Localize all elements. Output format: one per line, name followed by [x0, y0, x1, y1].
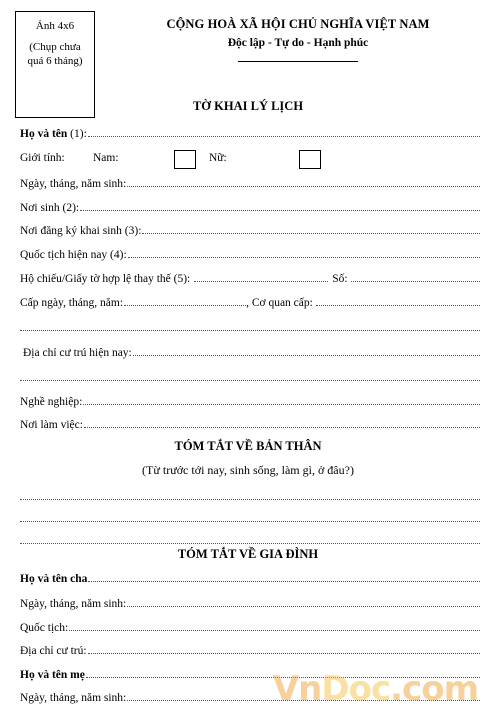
issue-date-field[interactable]: [124, 305, 246, 306]
passport-number-label: Số:: [332, 273, 348, 285]
occupation-label: Nghề nghiệp:: [20, 396, 83, 408]
father-name-field[interactable]: [88, 581, 480, 582]
mother-name-label: Họ và tên mẹ: [20, 669, 85, 681]
self-summary-line-1: [20, 487, 480, 503]
father-name-label: Họ và tên cha: [20, 573, 88, 585]
full-name-label: [20, 128, 87, 140]
watermark-part-1: Vn: [272, 669, 322, 709]
father-dob-row: [20, 594, 480, 610]
vndoc-watermark: [273, 669, 478, 709]
birth-registration-row: [20, 221, 480, 237]
passport-number-field[interactable]: [351, 281, 480, 282]
mother-dob-label: Ngày, tháng, năm sinh:: [20, 692, 127, 704]
self-summary-title: TÓM TẮT VỀ BẢN THÂN: [174, 439, 322, 453]
father-dob-label: Ngày, tháng, năm sinh:: [20, 598, 127, 610]
male-label: Nam:: [93, 152, 119, 164]
occupation-field[interactable]: [83, 404, 480, 405]
nation-name: CỘNG HOÀ XÃ HỘI CHỦ NGHĨA VIỆT NAM: [166, 17, 430, 31]
self-summary-line-2: [20, 509, 480, 525]
gender-label: Giới tính:: [20, 152, 65, 164]
address-field[interactable]: [133, 355, 480, 356]
birthplace-field[interactable]: [80, 210, 480, 211]
male-checkbox[interactable]: [174, 150, 196, 169]
female-label: Nữ:: [209, 152, 227, 164]
nationality-label: Quốc tịch hiện nay (4):: [20, 249, 127, 261]
father-nationality-row: [20, 618, 480, 634]
full-name-label-text: Họ và tên: [20, 128, 68, 140]
national-motto: Độc lập - Tự do - Hạnh phúc: [227, 37, 369, 49]
passport-label: Hộ chiếu/Giấy tờ hợp lệ thay thế (5):: [20, 273, 191, 285]
continuation-field-1[interactable]: [20, 330, 480, 331]
national-header: [118, 17, 478, 62]
father-address-label: Địa chỉ cư trú:: [20, 645, 87, 657]
self-summary-subtitle: (Từ trước tới nay, sinh sống, làm gì, ở đâu?): [142, 463, 354, 477]
father-nationality-field[interactable]: [69, 630, 480, 631]
dob-row: [20, 174, 480, 190]
issue-row: [20, 293, 480, 309]
blank-line-2: [20, 368, 480, 384]
father-dob-field[interactable]: [127, 606, 480, 607]
photo-size-label: Ảnh 4x6: [35, 20, 75, 32]
gender-row: [20, 152, 480, 172]
issue-date-label: Cấp ngày, tháng, năm:: [20, 297, 124, 309]
address-row: [23, 343, 480, 359]
birthplace-label: Nơi sinh (2):: [20, 202, 80, 214]
occupation-row: [20, 392, 480, 408]
passport-field[interactable]: [194, 281, 328, 282]
family-summary-title: TÓM TẮT VỀ GIA ĐÌNH: [177, 547, 319, 561]
self-summary-field-2[interactable]: [20, 521, 480, 522]
full-name-row: [20, 124, 480, 140]
dob-label: Ngày, tháng, năm sinh:: [20, 178, 127, 190]
father-address-field[interactable]: [88, 653, 480, 654]
birth-registration-field[interactable]: [142, 233, 480, 234]
birthplace-row: [20, 198, 480, 214]
issuer-field[interactable]: [316, 305, 480, 306]
nationality-field[interactable]: [128, 257, 480, 258]
workplace-label: Nơi làm việc:: [20, 419, 83, 431]
birth-registration-label: Nơi đăng ký khai sinh (3):: [20, 225, 142, 237]
passport-row: [20, 269, 480, 285]
motto-underline: [238, 61, 358, 62]
female-checkbox[interactable]: [299, 150, 321, 169]
workplace-field[interactable]: [84, 427, 480, 428]
father-nationality-label: Quốc tịch:: [20, 622, 69, 634]
photo-note: (Chụp chưa quá 6 tháng): [27, 41, 83, 67]
blank-line-1: [20, 318, 480, 334]
workplace-row: [20, 415, 480, 431]
continuation-field-2[interactable]: [20, 380, 480, 381]
issuer-label: , Cơ quan cấp:: [246, 297, 313, 309]
form-title: TỜ KHAI LÝ LỊCH: [192, 99, 304, 113]
watermark-part-2: Doc: [321, 669, 391, 709]
watermark-part-3: .com: [390, 669, 478, 709]
address-label: Địa chỉ cư trú hiện nay:: [23, 347, 132, 359]
full-name-note: (1):: [67, 128, 87, 140]
self-summary-field-3[interactable]: [20, 543, 480, 544]
full-name-field[interactable]: [88, 136, 480, 137]
dob-field[interactable]: [127, 186, 480, 187]
self-summary-field-1[interactable]: [20, 499, 480, 500]
father-address-row: [20, 641, 480, 657]
self-summary-line-3: [20, 531, 480, 547]
father-name-row: [20, 569, 480, 585]
nationality-row: [20, 245, 480, 261]
